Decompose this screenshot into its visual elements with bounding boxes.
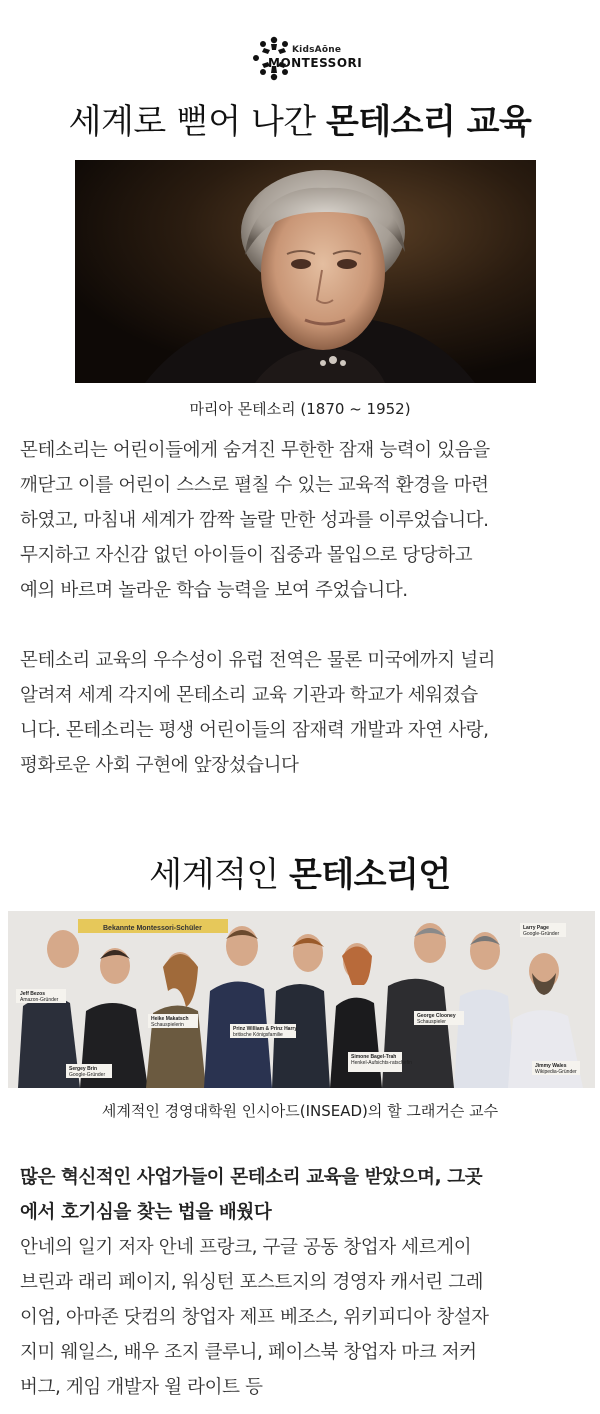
- text-line: 몬테소리는 어린이들에게 숨겨진 무한한 잠재 능력이 있음을: [20, 440, 490, 461]
- text-line: 무지하고 자신감 없던 아이들이 집중과 몰입으로 당당하고: [20, 545, 473, 566]
- text-line: 니다. 몬테소리는 평생 어린이들의 잠재력 개발과 자연 사랑,: [20, 720, 489, 741]
- label-name: Simone Bagel-Trah: [351, 1054, 397, 1060]
- portrait-caption: 마리아 몬테소리 (1870 ~ 1952): [189, 400, 411, 418]
- label-role: Amazon-Gründer: [20, 997, 59, 1003]
- text-line: 몬테소리 교육의 우수성이 유럽 전역은 물론 미국에까지 널리: [20, 650, 496, 671]
- label-role: Schauspielerin: [151, 1022, 184, 1028]
- text-line: 하였고, 마침내 세계가 깜짝 놀랄 만한 성과를 이루었습니다.: [20, 510, 489, 531]
- group-photo-image: [8, 911, 595, 1088]
- label-name: Heike Makatsch: [151, 1016, 189, 1022]
- section2-title-light: 세계적인: [149, 855, 289, 895]
- section2-title-bold: 몬테소리언: [288, 855, 451, 895]
- label-role: Google-Gründer: [69, 1072, 106, 1078]
- famous-montessorians-photo: [8, 911, 595, 1088]
- label-name: Larry Page: [523, 925, 549, 931]
- text-line: 평화로운 사회 구현에 앞장섰습니다: [20, 755, 299, 776]
- label-role: Wikipedia-Gründer: [535, 1069, 577, 1075]
- text-line: 버그, 게임 개발자 윌 라이트 등: [20, 1377, 263, 1398]
- text-line: 알려져 세계 각지에 몬테소리 교육 기관과 학교가 세워졌습: [20, 685, 478, 706]
- logo-montessori-text: MONTESSORI: [268, 56, 363, 70]
- label-name: George Clooney: [417, 1013, 456, 1019]
- maria-montessori-portrait: [75, 160, 536, 383]
- intro-paragraph: [20, 433, 592, 608]
- text-line: 이엄, 아마존 닷컴의 창업자 제프 베조스, 위키피디아 창설자: [20, 1307, 489, 1328]
- label-role: Schauspieler: [417, 1019, 446, 1025]
- logo-kidsaone-text: KidsAōne: [292, 45, 342, 55]
- label-name: Jimmy Wales: [535, 1063, 567, 1069]
- label-role: Google-Gründer: [523, 931, 560, 937]
- group-photo-caption: 세계적인 경영대학원 인시아드(INSEAD)의 할 그래거슨 교수: [101, 1102, 499, 1120]
- lead-line: 많은 혁신적인 사업가들이 몬테소리 교육을 받았으며, 그곳: [20, 1167, 483, 1188]
- label-role: britische Königsfamilie: [233, 1032, 283, 1038]
- label-role: Henkel-Aufsichts-ratschefin: [351, 1060, 412, 1066]
- section1-title-bold: 몬테소리 교육: [325, 102, 532, 142]
- text-line: 안네의 일기 저자 안네 프랑크, 구글 공동 창업자 세르게이: [20, 1237, 472, 1258]
- text-line: 예의 바르며 놀라운 학습 능력을 보여 주었습니다.: [20, 580, 408, 601]
- text-line: 지미 웨일스, 배우 조지 클루니, 페이스북 창업자 마크 저커: [20, 1342, 477, 1363]
- famous-people-paragraph: [20, 1230, 592, 1405]
- lead-line: 에서 호기심을 찾는 법을 배웠다: [20, 1202, 272, 1223]
- section1-title: [0, 100, 600, 144]
- text-line: 브린과 래리 페이지, 워싱턴 포스트지의 경영자 캐서린 그레: [20, 1272, 484, 1293]
- label-name: Jeff Bezos: [20, 991, 46, 997]
- lead-statement: [20, 1160, 592, 1230]
- label-name: Prinz William & Prinz Harry: [233, 1026, 298, 1032]
- spread-paragraph: [20, 643, 592, 783]
- portrait-image: [75, 160, 536, 383]
- banner-text: Bekannte Montessori-Schüler: [103, 925, 202, 932]
- section1-title-light: 세계로 뻗어 나간: [68, 102, 326, 142]
- section2-title: [0, 853, 600, 897]
- label-name: Sergey Brin: [69, 1066, 98, 1072]
- kidsaone-montessori-logo: [250, 34, 363, 82]
- text-line: 깨닫고 이를 어린이 스스로 펼칠 수 있는 교육적 환경을 마련: [20, 475, 489, 496]
